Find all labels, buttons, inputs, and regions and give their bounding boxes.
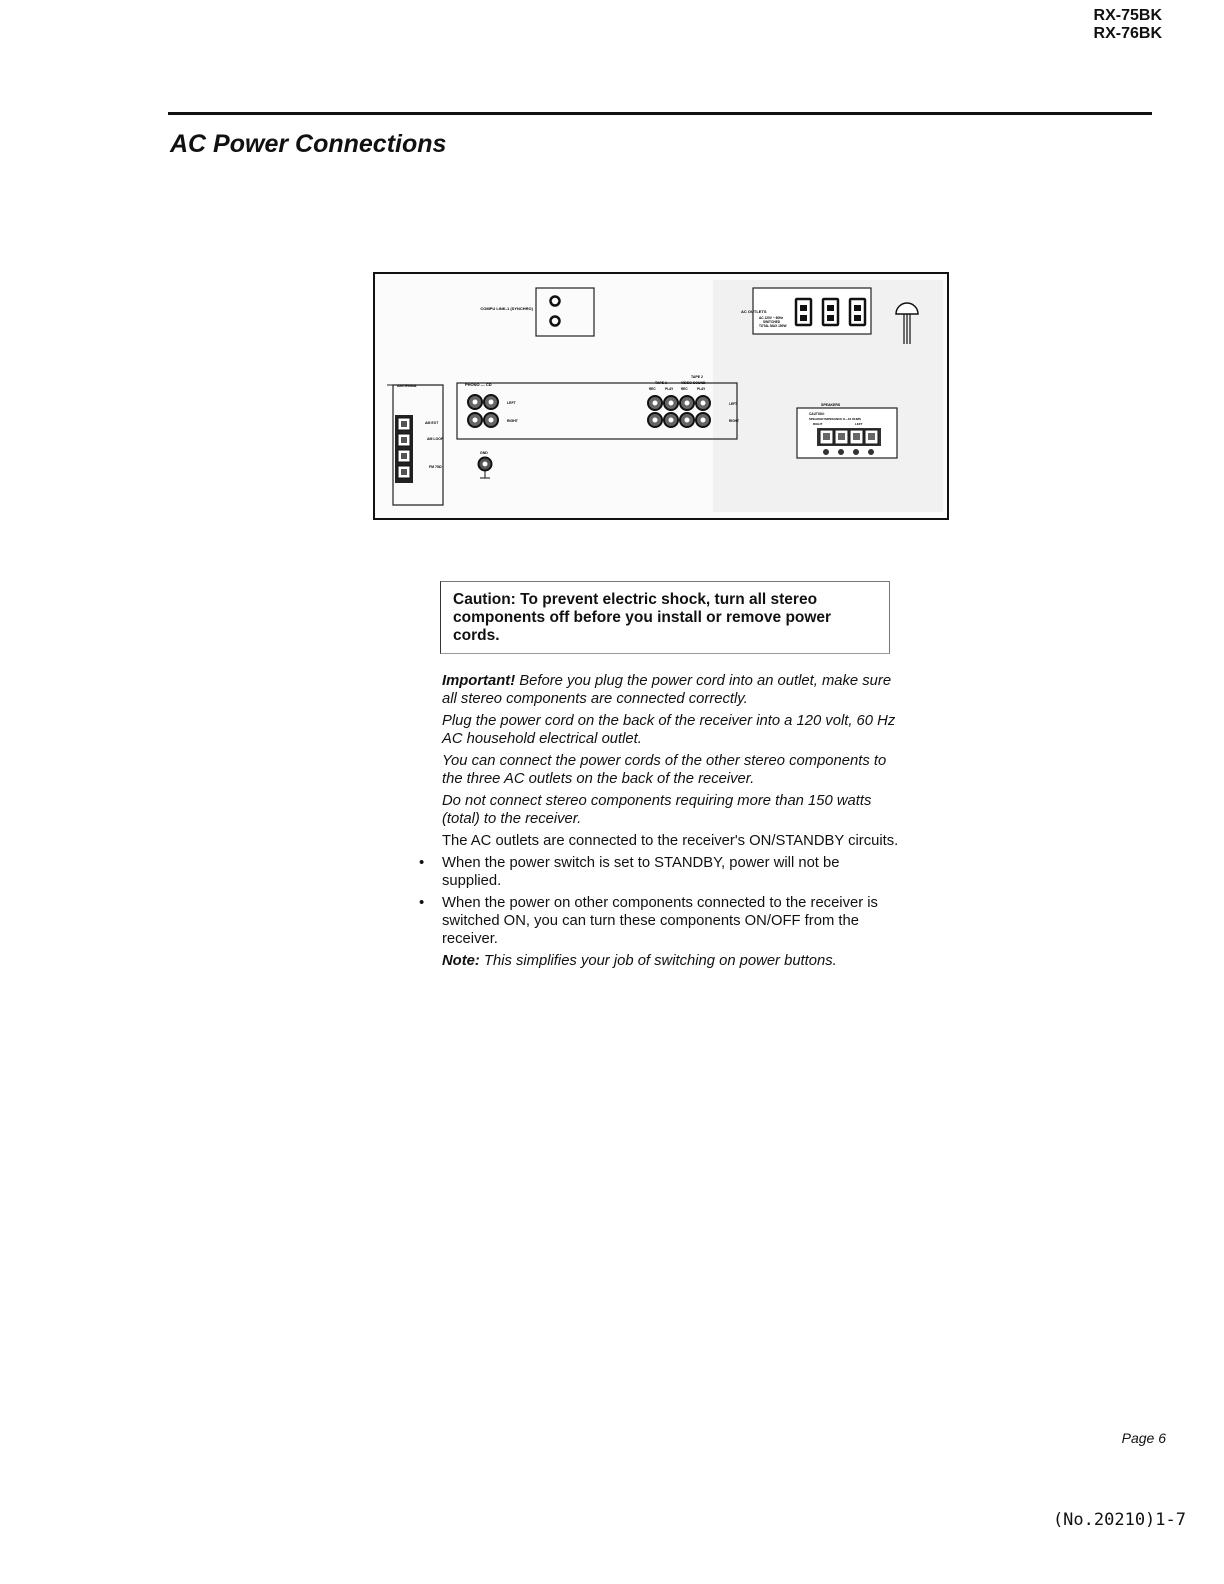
speaker-impedance-label: SPEAKER IMPEDANCE 8—16 OHMS [809, 417, 862, 421]
play-label: PLAY [665, 387, 674, 391]
page-number: Page 6 [1121, 1430, 1166, 1446]
tape1-label: TAPE 1 [655, 381, 667, 385]
paragraph-ac-outlets: You can connect the power cords of the other stereo components to the three AC outlets on the back of the receiver. [442, 753, 887, 787]
antenna-label: ANTENNA [397, 383, 417, 388]
header-rule [168, 112, 1152, 115]
paragraph-standby-circuits: The AC outlets are connected to the receiver's ON/STANDBY circuits. [442, 833, 899, 849]
ac-outlets-label: AC OUTLETS [741, 309, 767, 314]
important-label: Important! [442, 673, 516, 689]
note-paragraph [442, 952, 902, 970]
important-paragraph [442, 672, 902, 708]
speakers-label: SPEAKERS [821, 403, 841, 407]
left-label: LEFT [729, 402, 737, 406]
right-label: RIGHT [729, 419, 739, 423]
note-text: This simplifies your job of switching on power buttons. [479, 953, 837, 969]
ac-outlet-socket [823, 299, 838, 325]
ac-outlet-socket [796, 299, 811, 325]
bullet-item: • When the power on other components connected to the receiver is switched ON, you can turn these components ON/OFF from the receiver. [442, 894, 902, 948]
right-label: RIGHT [507, 419, 518, 423]
speaker-left-label: LEFT [855, 422, 863, 426]
document-code: (No.20210)1-7 [1052, 1510, 1186, 1530]
model-number-1: RX-75BK [1093, 7, 1162, 24]
section-title: AC Power Connections [170, 130, 447, 158]
important-text: Before you plug the power cord into an outlet, make sure all stereo components are connected correctly. [442, 673, 892, 707]
note-label: Note: [442, 953, 480, 969]
instructions [442, 672, 902, 974]
gnd-label: GND [480, 451, 488, 455]
speaker-caution-label: CAUTION: [809, 412, 825, 416]
model-number-2: RX-76BK [1093, 25, 1162, 42]
bullet-item: • When the power switch is set to STANDBY, power will not be supplied. [442, 854, 902, 890]
am-ext-label: AM EXT [425, 421, 439, 425]
fm-75-label: FM 75Ω [429, 465, 442, 469]
ac-outlets [741, 288, 871, 334]
rec-label: REC [649, 387, 656, 391]
model-numbers [1094, 7, 1162, 43]
rec-label: REC [681, 387, 688, 391]
receiver-rear-panel-diagram [373, 272, 949, 520]
speaker-right-label: RIGHT [813, 422, 823, 426]
ac-outlets-spec-2: SWITCHED [763, 320, 780, 324]
speaker-terminals [797, 403, 897, 458]
left-label: LEFT [507, 401, 516, 405]
paragraph-power-cord: Plug the power cord on the back of the receiver into a 120 volt, 60 Hz AC household electrical outlet. [442, 713, 896, 747]
paragraph-wattage-limit: Do not connect stereo components requiring more than 150 watts (total) to the receiver. [442, 793, 872, 827]
phono-cd-label: PHONO — CD [465, 382, 492, 387]
caution-box: Caution: To prevent electric shock, turn all stereo components off before you install or remove power cords. [440, 581, 890, 654]
compu-link-label: COMPU LINK-1 (SYNCHRO) [480, 306, 533, 311]
ac-outlets-spec-1: AC 120V ~ 60Hz [759, 316, 784, 320]
video-sound-label: VIDEO SOUND [681, 381, 706, 385]
tape2-label: TAPE 2 [691, 375, 703, 379]
am-loop-label: AM LOOP [427, 437, 444, 441]
ac-outlets-spec-3: TOTAL MAX 150W [759, 324, 787, 328]
play-label: PLAY [697, 387, 706, 391]
ac-outlet-socket [850, 299, 865, 325]
